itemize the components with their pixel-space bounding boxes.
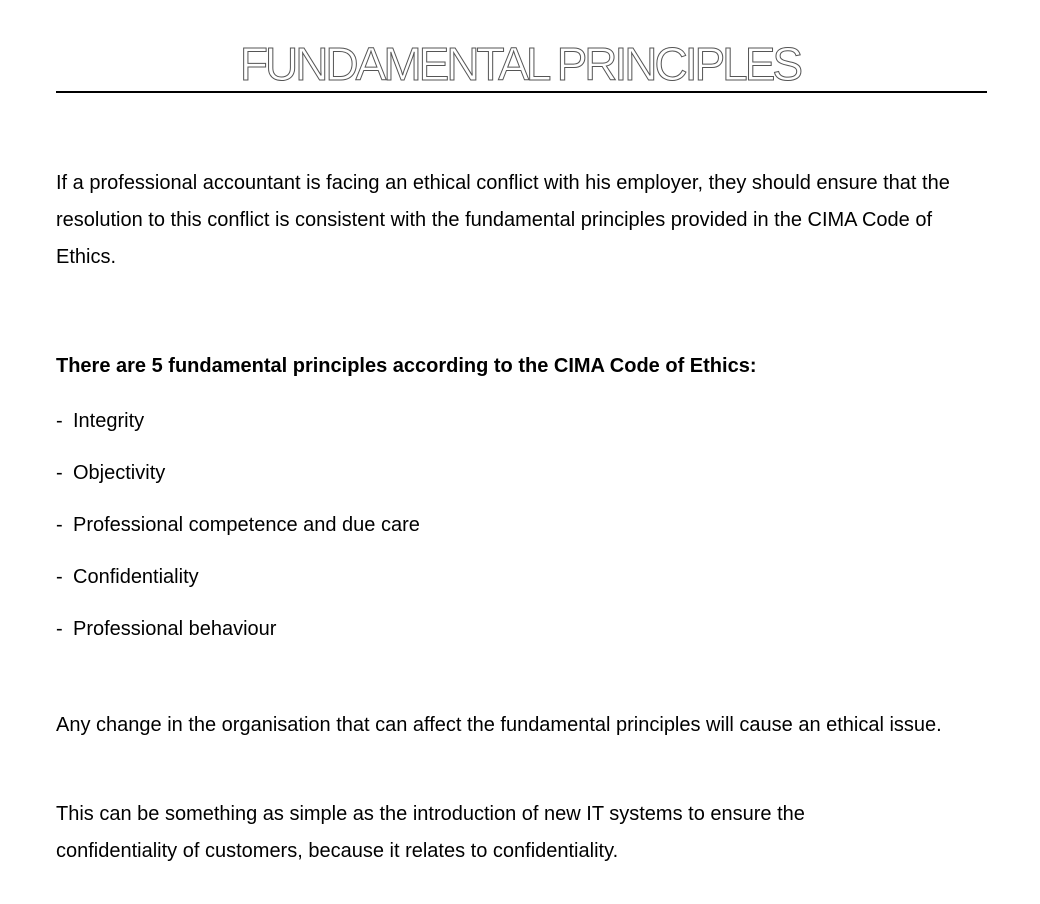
principle-label: Objectivity — [73, 462, 166, 484]
example-paragraph: This can be something as simple as the introduction of new IT systems to ensure the confidentiality of customers, because it relates to confidentiality. — [56, 803, 805, 862]
list-bullet: - — [56, 618, 63, 640]
principle-label: Integrity — [73, 410, 145, 432]
principle-item — [56, 616, 276, 642]
principles-heading: There are 5 fundamental principles according to the CIMA Code of Ethics: — [56, 355, 757, 377]
change-paragraph: Any change in the organisation that can affect the fundamental principles will cause an ethical issue. — [56, 714, 942, 736]
page-title: FUNDAMENTAL PRINCIPLES — [239, 38, 801, 90]
principle-label: Professional competence and due care — [73, 514, 420, 536]
intro-paragraph: If a professional accountant is facing an ethical conflict with his employer, they should ensure that the resolution to this conflict is consistent with the fundamental principles provided in the CIMA Code of Ethics. — [56, 172, 950, 268]
principle-label: Confidentiality — [73, 566, 199, 588]
principle-item — [56, 564, 199, 590]
list-bullet: - — [56, 514, 63, 536]
list-bullet: - — [56, 462, 63, 484]
principle-item — [56, 460, 165, 486]
principle-label: Professional behaviour — [73, 618, 277, 640]
principle-item — [56, 512, 420, 538]
principle-item — [56, 408, 144, 434]
list-bullet: - — [56, 566, 63, 588]
list-bullet: - — [56, 410, 63, 432]
title-underline-divider — [56, 91, 987, 93]
